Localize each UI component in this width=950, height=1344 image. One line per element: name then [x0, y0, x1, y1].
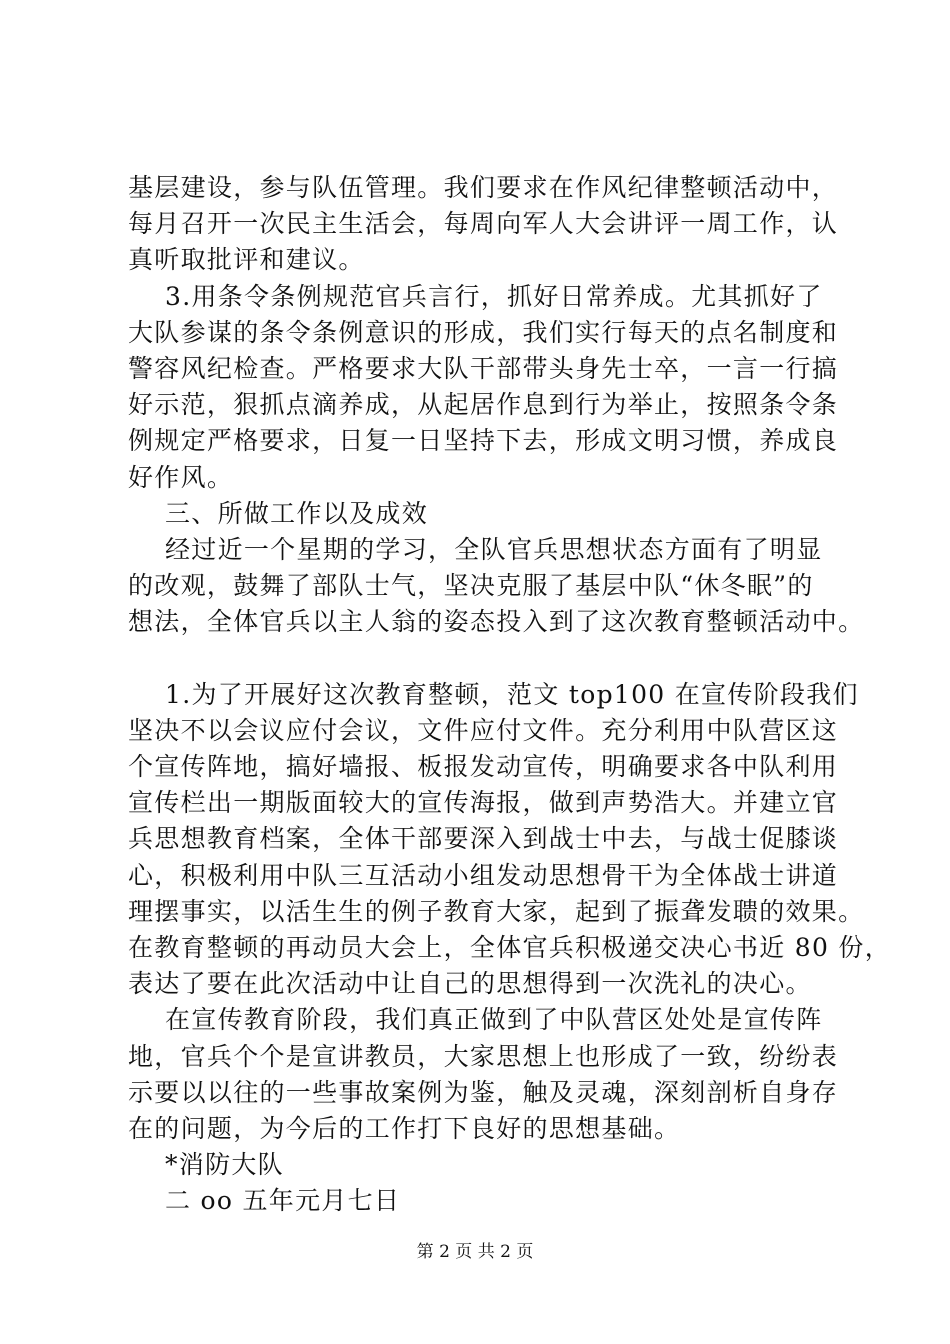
text-line: 每月召开一次民主生活会，每周向军人大会讲评一周工作，认 [128, 209, 839, 239]
text-line: 3.用条令条例规范官兵言行，抓好日常养成。尤其抓好了 [128, 281, 823, 311]
text-line: 经过近一个星期的学习，全队官兵思想状态方面有了明显 [128, 534, 823, 564]
text-line: 宣传栏出一期版面较大的宣传海报，做到声势浩大。并建立官 [128, 788, 839, 818]
text-line: 在的问题，为今后的工作打下良好的思想基础。 [128, 1113, 681, 1143]
blank-line [128, 640, 848, 676]
text-line: 地，官兵个个是宣讲教员，大家思想上也形成了一致，纷纷表 [128, 1041, 839, 1071]
document-body [128, 170, 892, 1219]
text-line: 好示范，狠抓点滴养成，从起居作息到行为举止，按照条令条 [128, 390, 839, 420]
page-footer [0, 1240, 950, 1264]
signature-org: *消防大队 [128, 1150, 284, 1180]
text-line: 好作风。 [128, 462, 234, 492]
signature-date: 二 oo 五年元月七日 [128, 1186, 401, 1216]
text-line: 表达了要在此次活动中让自己的思想得到一次洗礼的决心。 [128, 969, 812, 999]
text-line: 示要以以往的一些事故案例为鉴，触及灵魂，深刻剖析自身存 [128, 1077, 839, 1107]
text-line: 警容风纪检查。严格要求大队干部带头身先士卒，一言一行搞 [128, 353, 839, 383]
text-line: 坚决不以会议应付会议，文件应付文件。充分利用中队营区这 [128, 715, 839, 745]
page-number: 第 2 页 共 2 页 [416, 1242, 534, 1262]
text-line: 的改观，鼓舞了部队士气，坚决克服了基层中队“休冬眠”的 [128, 571, 814, 601]
section-heading: 三、所做工作以及成效 [128, 498, 428, 528]
text-line: 大队参谋的条令条例意识的形成，我们实行每天的点名制度和 [128, 317, 839, 347]
text-line: 在教育整顿的再动员大会上，全体官兵积极递交决心书近 80 份， [128, 932, 892, 962]
text-line: 1.为了开展好这次教育整顿，范文 top100 在宣传阶段我们 [128, 679, 859, 709]
text-line: 例规定严格要求，日复一日坚持下去，形成文明习惯，养成良 [128, 426, 839, 456]
text-line: 真听取批评和建议。 [128, 245, 365, 275]
text-line: 基层建设，参与队伍管理。我们要求在作风纪律整顿活动中， [128, 173, 839, 202]
text-line: 心，积极利用中队三互活动小组发动思想骨干为全体战士讲道 [128, 860, 839, 890]
text-line: 理摆事实，以活生生的例子教育大家，起到了振聋发聩的效果。 [128, 896, 865, 926]
text-line: 想法，全体官兵以主人翁的姿态投入到了这次教育整顿活动中。 [128, 607, 865, 637]
text-line: 个宣传阵地，搞好墙报、板报发动宣传，明确要求各中队利用 [128, 752, 839, 781]
text-line: 在宣传教育阶段，我们真正做到了中队营区处处是宣传阵 [128, 1005, 823, 1035]
text-line: 兵思想教育档案，全体干部要深入到战士中去，与战士促膝谈 [128, 824, 839, 854]
